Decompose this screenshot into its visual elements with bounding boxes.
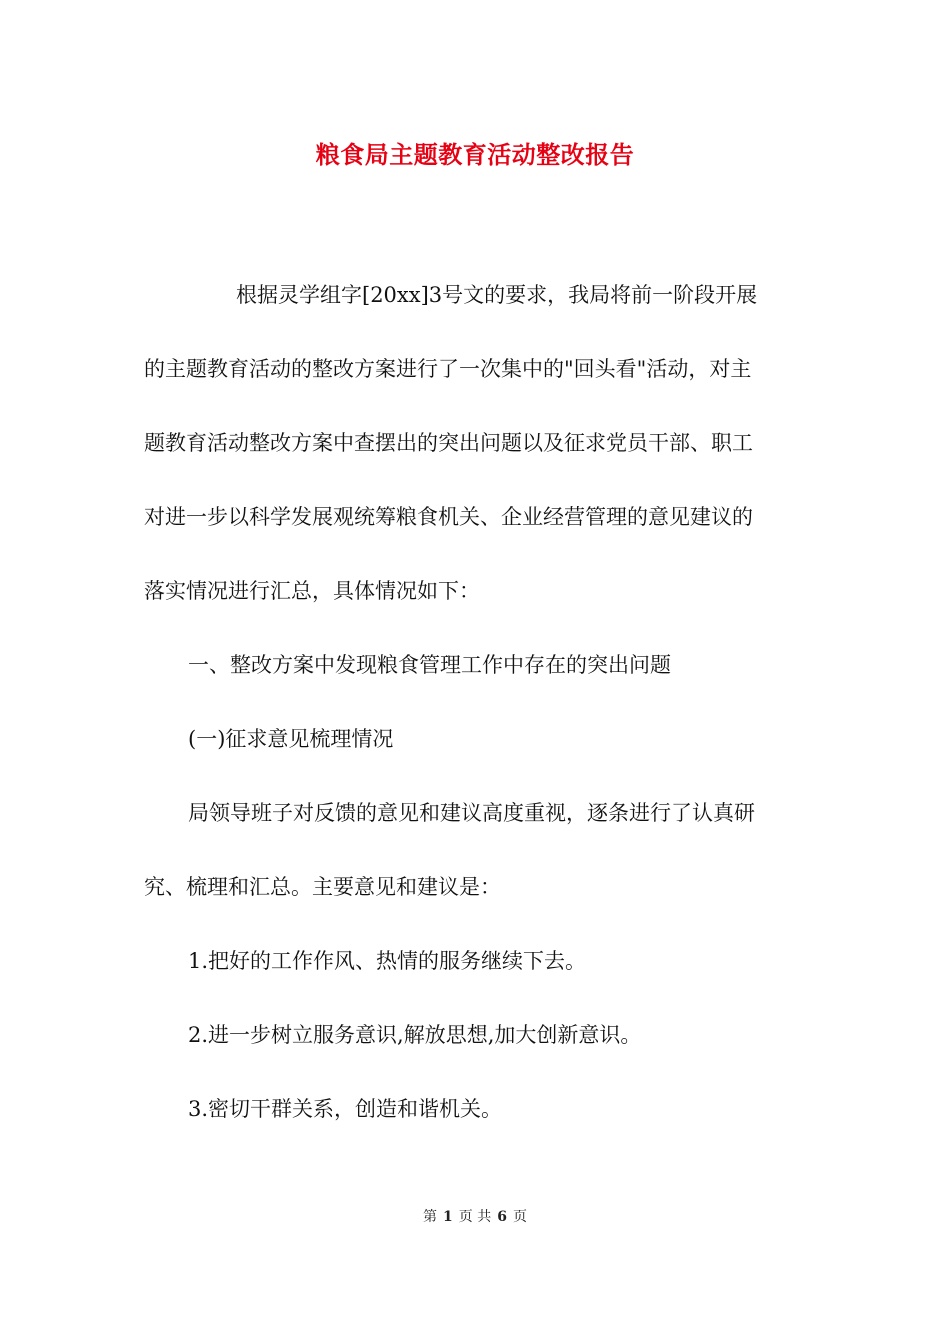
page-footer <box>0 1207 950 1227</box>
footer-mid: 页 共 <box>458 1209 492 1225</box>
footer-suffix: 页 <box>512 1209 527 1225</box>
paragraph-line: 对进一步以科学发展观统筹粮食机关、企业经营管理的意见建议的 <box>144 505 753 529</box>
footer-page-number: 1 <box>443 1209 453 1225</box>
paragraph-line: 究、梳理和汇总。主要意见和建议是： <box>144 875 501 899</box>
paragraph-line: 根据灵学组字[20xx]3号文的要求，我局将前一阶段开展 <box>236 283 758 307</box>
list-item: 2.进一步树立服务意识,解放思想,加大创新意识。 <box>188 1023 642 1047</box>
subsection-heading: (一)征求意见梳理情况 <box>188 727 394 751</box>
list-item: 1.把好的工作作风、热情的服务继续下去。 <box>188 949 587 973</box>
footer-prefix: 第 <box>423 1209 438 1225</box>
paragraph-line: 题教育活动整改方案中查摆出的突出问题以及征求党员干部、职工 <box>144 431 753 455</box>
document-title: 粮食局主题教育活动整改报告 <box>315 140 635 169</box>
list-item: 3.密切干群关系，创造和谐机关。 <box>188 1097 503 1121</box>
paragraph-line: 的主题教育活动的整改方案进行了一次集中的"回头看"活动，对主 <box>144 357 752 381</box>
paragraph-line: 落实情况进行汇总，具体情况如下： <box>144 579 480 603</box>
paragraph-line: 局领导班子对反馈的意见和建议高度重视，逐条进行了认真研 <box>188 801 755 825</box>
section-heading: 一、整改方案中发现粮食管理工作中存在的突出问题 <box>188 653 671 677</box>
footer-total-pages: 6 <box>497 1209 507 1225</box>
